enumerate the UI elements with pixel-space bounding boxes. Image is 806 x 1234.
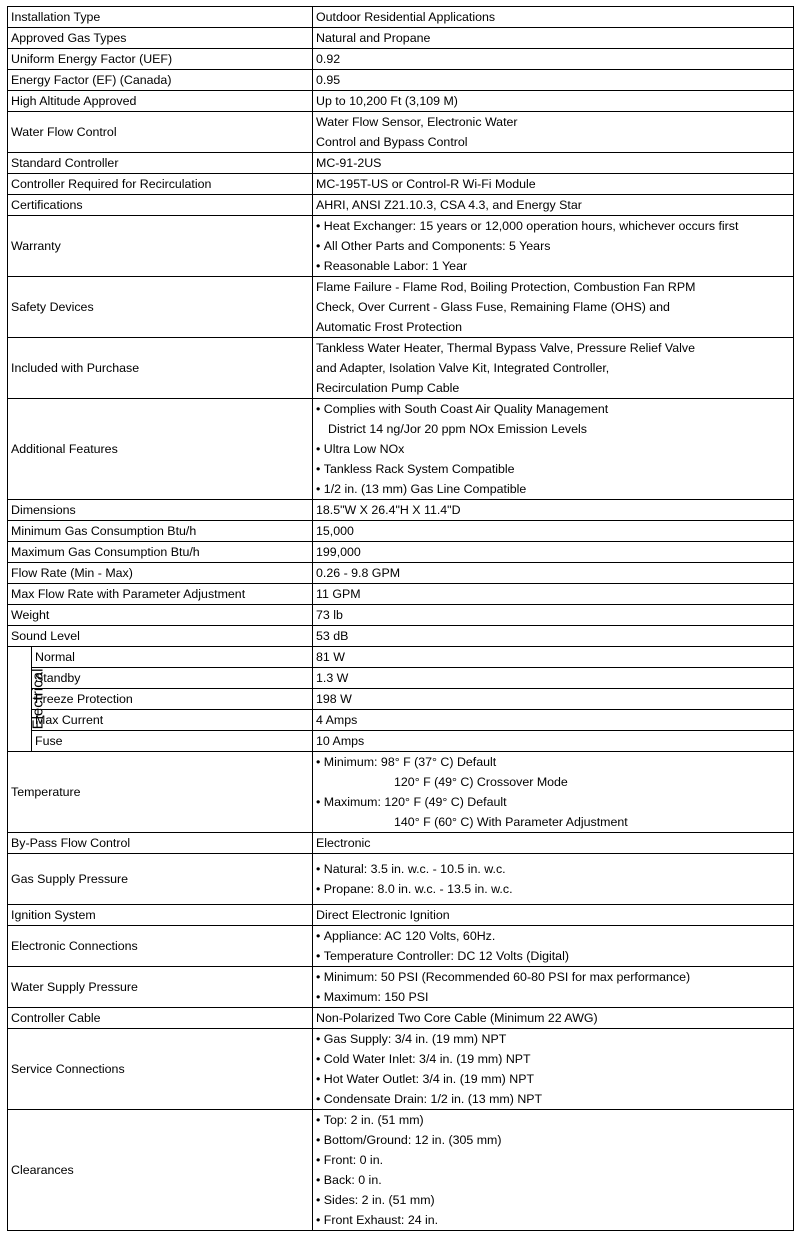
spec-row-service-connections: [8, 1029, 794, 1110]
spec-bullet-item: • Cold Water Inlet: 3/4 in. (19 mm) NPT: [316, 1049, 790, 1069]
spec-bullet-item: • Condensate Drain: 1/2 in. (13 mm) NPT: [316, 1089, 790, 1109]
spec-value-line: Recirculation Pump Cable: [316, 381, 460, 395]
spec-value: [313, 833, 794, 854]
spec-value-line: 73 lb: [316, 608, 343, 622]
spec-value-line: Water Flow Sensor, Electronic Water: [316, 115, 518, 129]
spec-label: Installation Type: [8, 7, 313, 28]
spec-label: Controller Required for Recirculation: [8, 174, 313, 195]
electrical-label: Max Current: [32, 710, 313, 731]
spec-bullet-item: • Hot Water Outlet: 3/4 in. (19 mm) NPT: [316, 1069, 790, 1089]
spec-label: Water Supply Pressure: [8, 967, 313, 1008]
spec-row-installation-type: [8, 7, 794, 28]
spec-row-gas-supply-pressure: [8, 854, 794, 905]
spec-label: Included with Purchase: [8, 338, 313, 399]
spec-label: Uniform Energy Factor (UEF): [8, 49, 313, 70]
spec-bullet-item: • Maximum: 150 PSI: [316, 987, 790, 1007]
spec-row-approved-gas-types: [8, 28, 794, 49]
spec-bullet-item: • Appliance: AC 120 Volts, 60Hz.: [316, 926, 790, 946]
spec-value-line: 120° F (49° C) Crossover Mode: [394, 775, 568, 789]
spec-bullet-item: • Minimum: 50 PSI (Recommended 60-80 PSI for max performance): [316, 967, 790, 987]
spec-bullet-item: • Reasonable Labor: 1 Year: [316, 256, 790, 276]
spec-value-line: 15,000: [316, 524, 354, 538]
spec-label: Max Flow Rate with Parameter Adjustment: [8, 584, 313, 605]
electrical-value: 4 Amps: [313, 710, 794, 731]
spec-bullet-item: • Front: 0 in.: [316, 1150, 790, 1170]
spec-label: Certifications: [8, 195, 313, 216]
spec-row-max-flow-rate-with-parameter-adjustment: [8, 584, 794, 605]
spec-value: [313, 399, 794, 500]
electrical-value: 81 W: [313, 647, 794, 668]
spec-row-water-flow-control: [8, 112, 794, 153]
spec-value-line: 0.92: [316, 52, 341, 66]
spec-value-line: Automatic Frost Protection: [316, 320, 463, 334]
spec-value-line: 53 dB: [316, 629, 349, 643]
spec-row-controller-required-for-recirculation: [8, 174, 794, 195]
spec-label: Weight: [8, 605, 313, 626]
spec-row-included-with-purchase: [8, 338, 794, 399]
spec-value: [313, 49, 794, 70]
spec-row-clearances: [8, 1110, 794, 1231]
spec-value-line: MC-195T-US or Control-R Wi-Fi Module: [316, 177, 536, 191]
spec-row-ignition-system: [8, 905, 794, 926]
spec-value-line: Flame Failure - Flame Rod, Boiling Protection, Combustion Fan RPM: [316, 280, 696, 294]
spec-row-weight: [8, 605, 794, 626]
spec-value: [313, 542, 794, 563]
spec-value: [313, 1029, 794, 1110]
spec-value-line: MC-91-2US: [316, 156, 382, 170]
spec-value: [313, 28, 794, 49]
spec-value: [313, 584, 794, 605]
spec-value-line: Control and Bypass Control: [316, 135, 468, 149]
spec-value-line: 0.95: [316, 73, 341, 87]
spec-bullet-item: • Back: 0 in.: [316, 1170, 790, 1190]
spec-label: Dimensions: [8, 500, 313, 521]
spec-label: Sound Level: [8, 626, 313, 647]
spec-value-line: Non-Polarized Two Core Cable (Minimum 22 AWG): [316, 1011, 598, 1025]
spec-label: Energy Factor (EF) (Canada): [8, 70, 313, 91]
spec-value-line: and Adapter, Isolation Valve Kit, Integrated Controller,: [316, 361, 610, 375]
spec-value-line: Outdoor Residential Applications: [316, 10, 496, 24]
spec-label: Ignition System: [8, 905, 313, 926]
spec-row-standard-controller: [8, 153, 794, 174]
electrical-label: Standby: [32, 668, 313, 689]
electrical-row-fuse: [8, 731, 794, 752]
spec-bullet-item: • Temperature Controller: DC 12 Volts (Digital): [316, 946, 790, 966]
spec-label: Approved Gas Types: [8, 28, 313, 49]
spec-row-minimum-gas-consumption-btu-h: [8, 521, 794, 542]
spec-value-line: 11 GPM: [316, 587, 361, 601]
spec-value: [313, 967, 794, 1008]
spec-bullet-item: • Ultra Low NOx: [316, 439, 790, 459]
spec-value-line: 0.26 - 9.8 GPM: [316, 566, 401, 580]
spec-row-by-pass-flow-control: [8, 833, 794, 854]
spec-row-high-altitude-approved: [8, 91, 794, 112]
electrical-row-normal: [8, 647, 794, 668]
electrical-label: Normal: [32, 647, 313, 668]
spec-bullet-item: • Complies with South Coast Air Quality Management: [316, 399, 790, 419]
spec-row-electronic-connections: [8, 926, 794, 967]
spec-value-line: Electronic: [316, 836, 371, 850]
spec-value: [313, 563, 794, 584]
spec-value: [313, 112, 794, 153]
spec-bullet-item: • 1/2 in. (13 mm) Gas Line Compatible: [316, 479, 790, 499]
spec-bullet-item: • Minimum: 98° F (37° C) Default: [316, 752, 790, 772]
spec-row-controller-cable: [8, 1008, 794, 1029]
spec-value: [313, 905, 794, 926]
spec-value: [313, 605, 794, 626]
spec-value: [313, 216, 794, 277]
spec-value-line: Check, Over Current - Glass Fuse, Remaining Flame (OHS) and: [316, 300, 670, 314]
spec-value: [313, 1110, 794, 1231]
spec-row-sound-level: [8, 626, 794, 647]
spec-row-uniform-energy-factor-uef: [8, 49, 794, 70]
spec-bullet-item: • Maximum: 120° F (49° C) Default: [316, 792, 790, 812]
electrical-value: 1.3 W: [313, 668, 794, 689]
electrical-row-standby: [8, 668, 794, 689]
spec-value: [313, 7, 794, 28]
spec-bullet-item: • Top: 2 in. (51 mm): [316, 1110, 790, 1130]
spec-label: Controller Cable: [8, 1008, 313, 1029]
spec-value: [313, 926, 794, 967]
spec-value: [313, 70, 794, 91]
spec-label: Warranty: [8, 216, 313, 277]
spec-value-line: 18.5"W X 26.4"H X 11.4"D: [316, 503, 461, 517]
spec-value-line: Natural and Propane: [316, 31, 431, 45]
spec-value: [313, 521, 794, 542]
spec-value: [313, 195, 794, 216]
spec-row-temperature: [8, 752, 794, 833]
spec-label: Maximum Gas Consumption Btu/h: [8, 542, 313, 563]
spec-value: [313, 277, 794, 338]
spec-row-dimensions: [8, 500, 794, 521]
spec-label: High Altitude Approved: [8, 91, 313, 112]
spec-row-certifications: [8, 195, 794, 216]
spec-row-energy-factor-ef-canada: [8, 70, 794, 91]
spec-value: [313, 91, 794, 112]
electrical-label: Fuse: [32, 731, 313, 752]
spec-value: [313, 752, 794, 833]
spec-row-maximum-gas-consumption-btu-h: [8, 542, 794, 563]
spec-value: [313, 1008, 794, 1029]
electrical-value: 10 Amps: [313, 731, 794, 752]
spec-value: [313, 626, 794, 647]
electrical-group-cell: [8, 647, 47, 752]
spec-bullet-item: • Heat Exchanger: 15 years or 12,000 operation hours, whichever occurs first: [316, 216, 790, 236]
spec-bullet-item: • Bottom/Ground: 12 in. (305 mm): [316, 1130, 790, 1150]
spec-label: Standard Controller: [8, 153, 313, 174]
electrical-value: 198 W: [313, 689, 794, 710]
spec-table-body: [8, 7, 794, 1231]
spec-value: [313, 153, 794, 174]
spec-label: Additional Features: [8, 399, 313, 500]
spec-value-line: District 14 ng/Jor 20 ppm NOx Emission Levels: [328, 422, 587, 436]
spec-row-additional-features: [8, 399, 794, 500]
spec-row-warranty: [8, 216, 794, 277]
spec-value-line: AHRI, ANSI Z21.10.3, CSA 4.3, and Energy Star: [316, 198, 582, 212]
spec-value: [313, 174, 794, 195]
spec-bullet-item: • Gas Supply: 3/4 in. (19 mm) NPT: [316, 1029, 790, 1049]
spec-value-line: Up to 10,200 Ft (3,109 M): [316, 94, 458, 108]
spec-value-line: Tankless Water Heater, Thermal Bypass Valve, Pressure Relief Valve: [316, 341, 695, 355]
spec-bullet-item: • All Other Parts and Components: 5 Years: [316, 236, 790, 256]
spec-bullet-item: • Natural: 3.5 in. w.c. - 10.5 in. w.c.: [316, 859, 790, 879]
spec-value-line: 140° F (60° C) With Parameter Adjustment: [394, 815, 628, 829]
spec-row-safety-devices: [8, 277, 794, 338]
spec-bullet-item: • Propane: 8.0 in. w.c. - 13.5 in. w.c.: [316, 879, 790, 899]
spec-label: Flow Rate (Min - Max): [8, 563, 313, 584]
spec-bullet-item: • Tankless Rack System Compatible: [316, 459, 790, 479]
spec-value: [313, 854, 794, 905]
spec-label: Water Flow Control: [8, 112, 313, 153]
spec-label: Clearances: [8, 1110, 313, 1231]
spec-row-water-supply-pressure: [8, 967, 794, 1008]
spec-table: [7, 6, 794, 1231]
electrical-row-freeze-protection: [8, 689, 794, 710]
electrical-label: Freeze Protection: [32, 689, 313, 710]
spec-label: Service Connections: [8, 1029, 313, 1110]
electrical-row-max-current: [8, 710, 794, 731]
spec-label: Electronic Connections: [8, 926, 313, 967]
spec-row-flow-rate-min-max: [8, 563, 794, 584]
electrical-group-label: Electrical: [29, 668, 47, 730]
spec-value: [313, 338, 794, 399]
spec-value: [313, 500, 794, 521]
spec-label: Gas Supply Pressure: [8, 854, 313, 905]
spec-label: By-Pass Flow Control: [8, 833, 313, 854]
spec-bullet-item: • Sides: 2 in. (51 mm): [316, 1190, 790, 1210]
spec-value-line: 199,000: [316, 545, 361, 559]
spec-label: Minimum Gas Consumption Btu/h: [8, 521, 313, 542]
spec-label: Safety Devices: [8, 277, 313, 338]
spec-bullet-item: • Front Exhaust: 24 in.: [316, 1210, 790, 1230]
spec-value-line: Direct Electronic Ignition: [316, 908, 450, 922]
spec-label: Temperature: [8, 752, 313, 833]
